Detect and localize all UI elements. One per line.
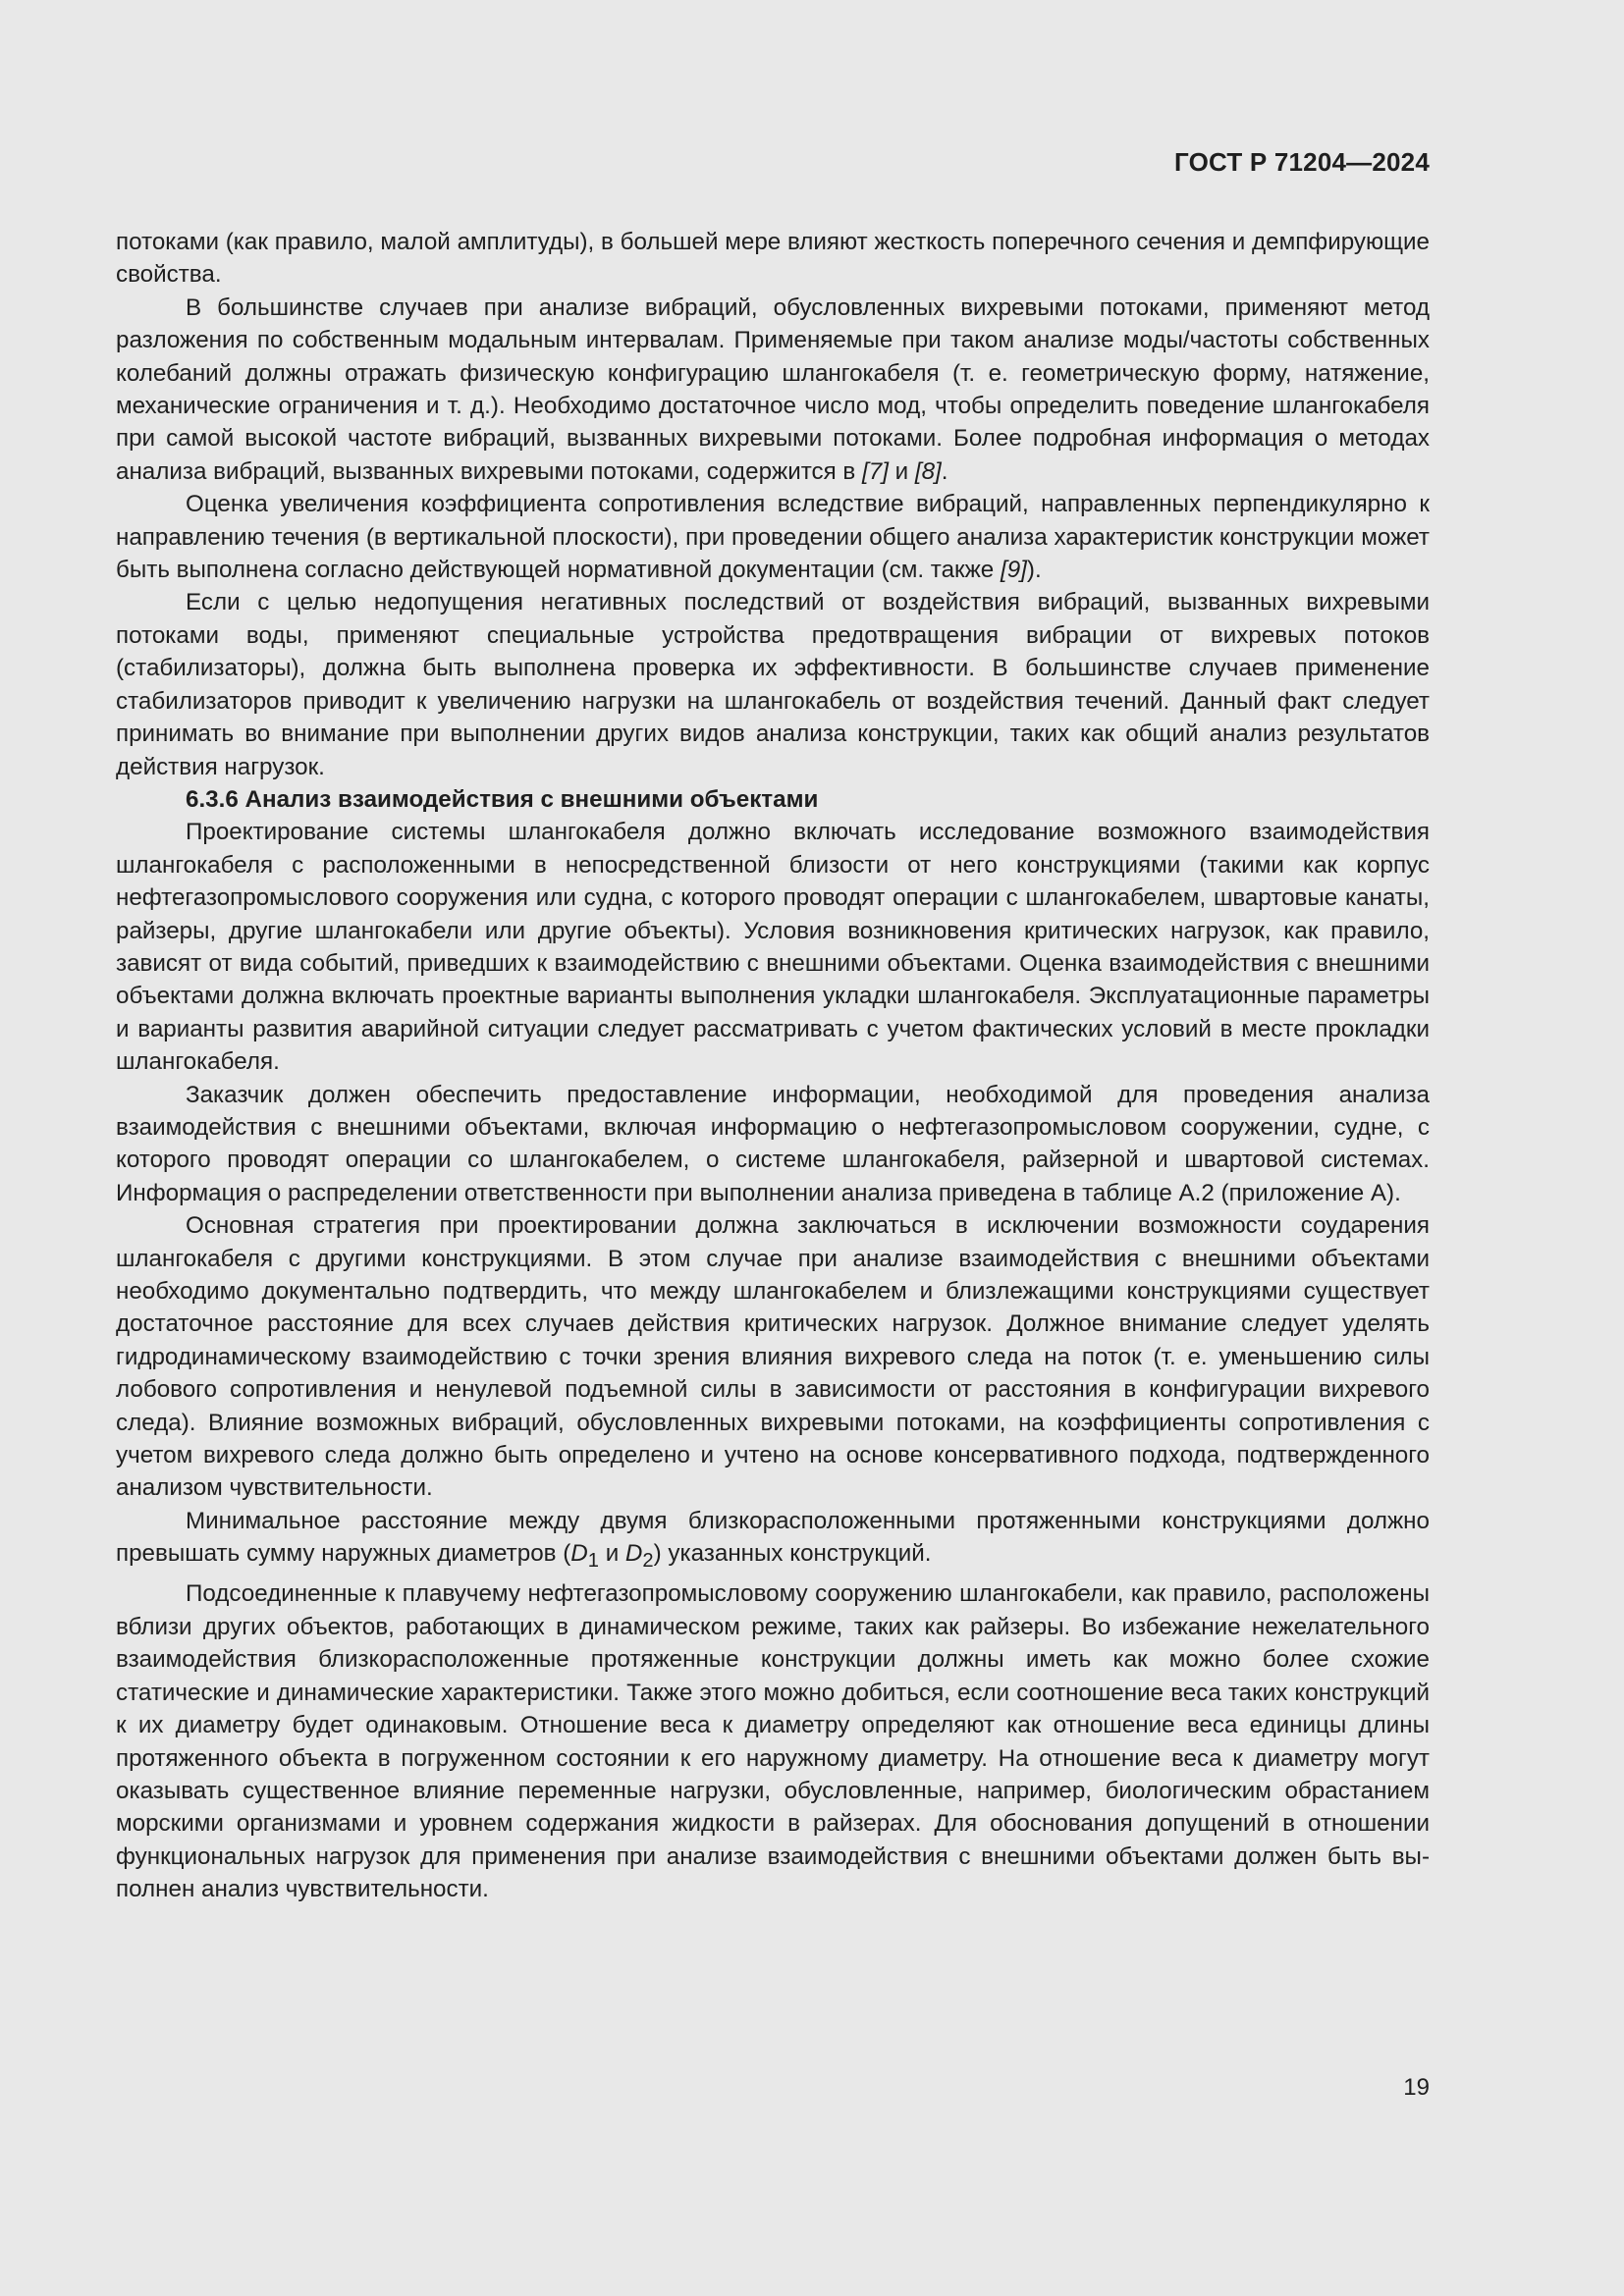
paragraph: В большинстве случаев при анализе вибраций, обусловленных вихревыми потоками, применяют метод разложения по собственным модальным интервалам. Применяемые при таком анализе моды/частоты собственных колебаний должны отражать физическую конфигурацию шлангокабеля (т. е. геометрическую форму, натяжение, механические ограничения и т. д.). Необходимо достаточное число мод, чтобы определить поведение шлангокабеля при самой высокой частоте вибраций, вызванных вихревыми потоками. Более подробная информация о методах анализа вибраций, вызванных вихревыми потоками, содержится в [7] и [8]. [116,294,1430,485]
document-header: ГОСТ Р 71204—2024 [1174,147,1430,177]
formula-symbol: D [624,1540,643,1568]
paragraph: Основная стратегия при проектировании должна заключаться в исключении возможности соударения шлангокабеля с другими конструкциями. В этом случае при анализе взаимодействия с внешними объектами необходимо документально подтвердить, что между шлангокабелем и близлежащими конструкциями существует достаточное расстояние для всех случаев действия критических нагрузок. Должное внимание следует уделять гидродинамическому взаимодействию с точки зрения влияния вихревого следа на поток (т. е. уменьшению силы лобового сопротивления и ненулевой подъемной силы в зависимости от расстояния в конфигурации вихревого следа). Влияние возможных вибраций, обусловленных вихревыми потоками, на коэффициенты сопротивления с учетом вихревого следа должно быть определено и учтено на основе консервативного подхода, подтвержденного анализом чувствительности. [116,1212,1430,1502]
paragraph: потоками (как правило, малой амплитуды), в большей мере влияют жесткость поперечного сечения и демпфирующие свойства. [116,229,1430,289]
reference-link: [8] [914,457,942,485]
document-body [116,226,1430,1906]
page-number: 19 [1403,2074,1430,2101]
section-heading: 6.3.6 Анализ взаимодействия с внешними объектами [186,785,819,813]
paragraph: Проектирование системы шлангокабеля должно включать исследование возможного взаимодействия шлангокабеля с расположенными в непосредственной близости от него конструкциями (такими как корпус нефтегазопромыслового сооружения или судна, с которого проводят операции с шлангокабелем, швартовые канаты, райзеры, другие шлангокабели или другие объекты). Условия возникновения критических нагрузок, как правило, зависят от вида событий, приведших к взаимодействию с внешними объектами. Оценка взаимодействия с внешними объектами должна включать проектные варианты выполнения укладки шлангокабеля. Эксплуатационные параметры и варианты развития аварийной ситуации следует рассматривать с учетом фактических условий в месте прокладки шлангокабеля. [116,819,1430,1076]
reference-link: [9] [1000,557,1027,584]
formula-symbol: D [570,1540,588,1568]
formula-subscript: 2 [642,1550,654,1573]
paragraph: Если с целью недопущения негативных последствий от воздействия вибраций, вызванных вихревыми потоками воды, применяют специальные устройства предотвращения вибрации от вихревых потоков (стабилизаторы), должна быть выполнена проверка их эффективности. В большинстве случаев применение стабилизаторов приводит к увеличению нагрузки на шлангокабель от воздействия течений. Данный факт следует принимать во внимание при выполнении других видов анализа конструкции, таких как общий анализ результатов действия нагрузок. [116,589,1430,780]
formula-subscript: 1 [587,1550,599,1573]
paragraph: Минимальное расстояние между двумя близкорасположенными протяженными конструкциями должно превышать сумму наружных диаметров ($D_1$ и $D_2$) указанных конструкций. [116,1507,1430,1573]
paragraph: Подсоединенные к плавучему нефтегазопромысловому сооружению шлангокабели, как правило, расположены вблизи других объектов, работающих в динамическом режиме, таких как райзеры. Во избежание нежелательного взаимодействия близкорасположенные протяженные конструкции должны иметь как можно более схожие статические и динамические характеристики. Также этого можно добиться, если соотношение веса таких конструкций к их диаметру будет одинаковым. Отношение веса к диаметру определяют как отношение веса единицы длины протяженного объекта в погруженном состоянии к его наружному диаметру. На отношение веса к диаметру могут оказывать существенное влияние переменные нагрузки, обусловленные, например, биологическим обрастанием морскими организмами и уровнем содержания жидкости в райзерах. Для обоснования допущений в отношении функциональных нагрузок для применения при анализе взаимодействия с внешними объектами должен быть выполнен анализ чувствительности. [116,1580,1430,1903]
paragraph: Оценка увеличения коэффициента сопротивления вследствие вибраций, направленных перпендикулярно к направлению течения (в вертикальной плоскости), при проведении общего анализа характеристик конструкции может быть выполнена согласно действующей нормативной документации (см. также [9]). [116,491,1430,584]
paragraph: Заказчик должен обеспечить предоставление информации, необходимой для проведения анализа взаимодействия с внешними объектами, включая информацию о нефтегазопромысловом сооружении, судне, с которого проводят операции со шлангокабелем, о системе шлангокабеля, райзерной и швартовой системах. Информация о распределении ответственности при выполнении анализа приведена в таблице А.2 (приложение А). [116,1081,1430,1206]
reference-link: [7] [862,457,889,485]
